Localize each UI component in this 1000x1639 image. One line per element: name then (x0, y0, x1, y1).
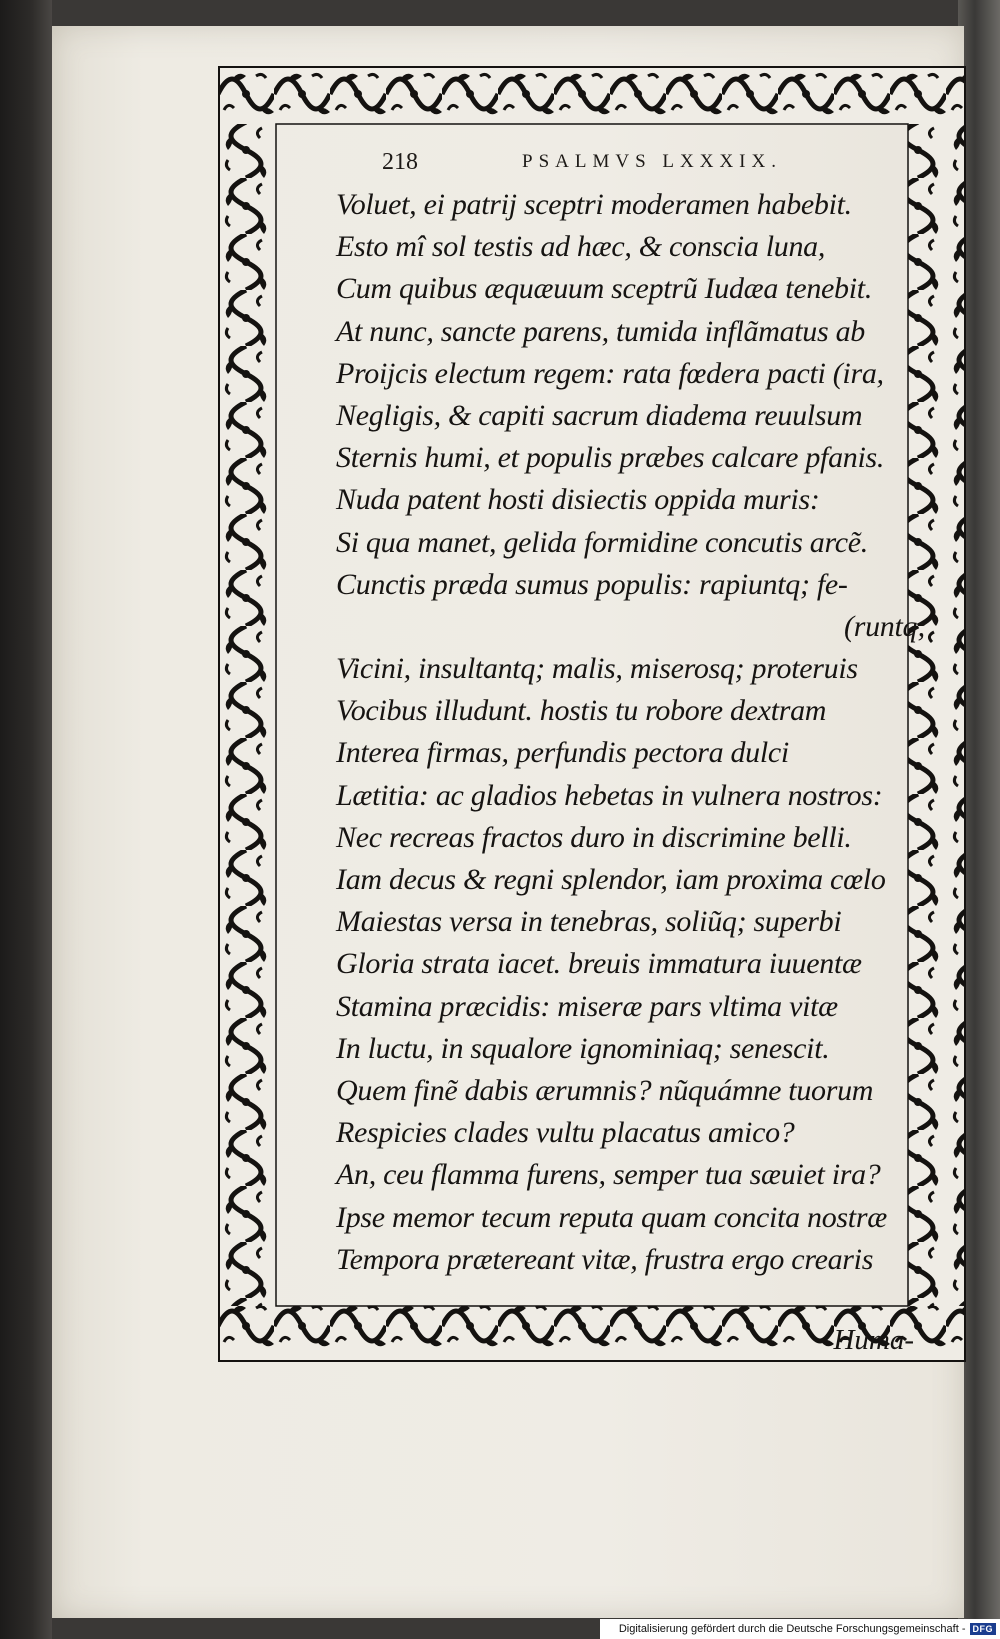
verse-line: Cum quibus æquæuum sceptrũ Iudæa tenebit. (336, 272, 873, 306)
digitization-credit-bar (600, 1619, 1000, 1639)
page-number: 218 (382, 148, 418, 175)
verse-line: In luctu, in squalore ignominiaq; senescit. (336, 1031, 830, 1065)
dfg-logo: DFG (970, 1623, 997, 1635)
text-block (282, 144, 962, 1359)
verse-line: An, ceu flamma furens, semper tua sæuiet ira? (336, 1158, 881, 1192)
verse-line: Cunctis præda sumus populis: rapiuntq; fe- (336, 567, 848, 601)
book-page (52, 26, 964, 1618)
verse-lines (336, 184, 976, 1281)
verse-line: At nunc, sancte parens, tumida inflãmatus ab (336, 314, 865, 348)
verse-line: Nec recreas fractos duro in discrimine belli. (336, 820, 852, 854)
verse-line: Voluet, ei patrij sceptri moderamen habebit. (336, 188, 852, 221)
verse-line: Negligis, & capiti sacrum diadema reuulsum (336, 398, 863, 432)
verse-line: Proijcis electum regem: rata fœdera pacti (ira, (336, 356, 884, 390)
verse-line: Quem finẽ dabis ærumnis? nũquámne tuorum (336, 1073, 874, 1107)
verse-line: Vicini, insultantq; malis, miserosq; proteruis (336, 652, 858, 686)
verse-line: Vocibus illudunt. hostis tu robore dextram (336, 694, 827, 728)
verse-line: Maiestas versa in tenebras, soliũq; superbi (336, 905, 842, 939)
scan-background-left (0, 0, 52, 1639)
verse-line: Tempora prætereant vitæ, frustra ergo crearis (336, 1242, 874, 1276)
running-head: PSALMVS LXXXIX. (522, 151, 782, 172)
verse-line: Iam decus & regni splendor, iam proxima cœlo (336, 863, 886, 896)
verse-line: Sternis humi, et populis præbes calcare pfanis. (336, 441, 885, 475)
catchword: Huma- (833, 1324, 914, 1356)
verse-line: Respicies clades vultu placatus amico? (336, 1116, 795, 1150)
verse-line: Stamina præcidis: miseræ pars vltima vitæ (336, 989, 838, 1023)
verse-line: Esto mî sol testis ad hæc, & conscia luna, (336, 230, 826, 264)
verse-line: Nuda patent hosti disiectis oppida muris: (336, 483, 820, 517)
verse-line: Interea firmas, perfundis pectora dulci (336, 736, 789, 770)
verse-line: Lætitia: ac gladios hebetas in vulnera nostros: (336, 778, 883, 812)
verse-line: Ipse memor tecum reputa quam concita nostræ (336, 1200, 887, 1234)
verse-line-turnover: (runtq; (844, 609, 927, 643)
verse-line: Si qua manet, gelida formidine concutis arcẽ. (336, 525, 868, 559)
page-header (282, 144, 842, 180)
verse-line: Gloria strata iacet. breuis immatura iuuentæ (336, 947, 862, 981)
digitization-credit: Digitalisierung gefördert durch die Deutsche Forschungsgemeinschaft - (618, 1623, 966, 1635)
